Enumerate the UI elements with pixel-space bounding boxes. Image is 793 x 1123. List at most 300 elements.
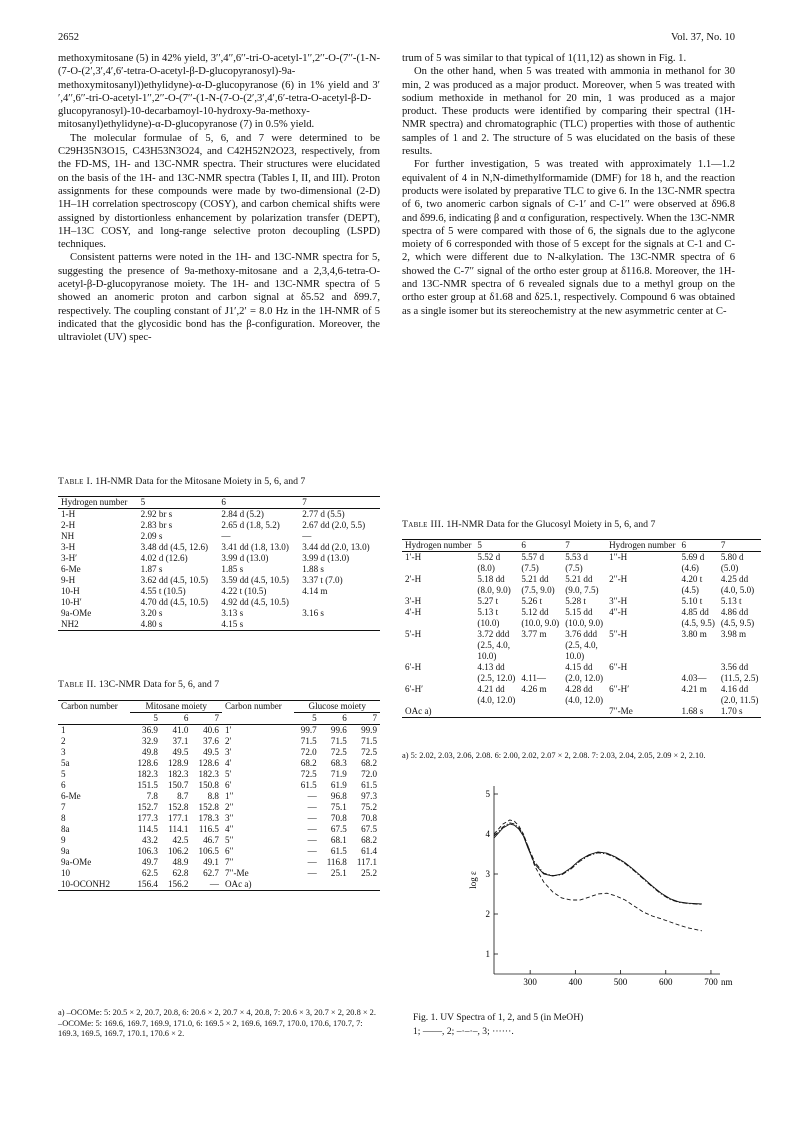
table-row	[58, 531, 380, 542]
table-cell: 7′′-Me	[606, 706, 678, 718]
table-cell: 99.6	[330, 725, 347, 735]
table-cell: 49.5	[203, 747, 219, 757]
table-cell: 67.5	[361, 824, 377, 834]
table-cell: 4.11—	[521, 673, 546, 683]
table-cell: 4′	[224, 758, 232, 768]
table-row	[58, 758, 380, 769]
table-cell: 9-H	[61, 575, 76, 585]
table-row	[402, 684, 761, 695]
table-cell	[350, 879, 380, 891]
table-cell: 62.7	[203, 868, 219, 878]
table-cell: (4.0, 12.0)	[477, 695, 516, 705]
table-cell	[402, 640, 474, 651]
column-header: 7	[350, 713, 380, 725]
table-row	[58, 619, 380, 631]
table3-caption: Table III. 1H-NMR Data for the Glucosyl Moiety in 5, 6, and 7	[402, 519, 656, 530]
table-cell: 49.1	[203, 857, 219, 867]
table-cell: 68.3	[330, 758, 347, 768]
table-cell: 5.53 d	[565, 552, 588, 562]
table2-caption: Table II. 13C-NMR Data for 5, 6, and 7	[58, 679, 220, 690]
table-cell: 10-OCONH2	[58, 879, 130, 891]
table-cell: 3′′	[224, 813, 234, 823]
table-cell: —	[221, 531, 231, 541]
table-cell: 182.3	[198, 769, 219, 779]
table-cell	[679, 695, 718, 706]
table-cell: 99.9	[361, 725, 377, 735]
table-cell	[402, 673, 474, 684]
table-cell: (10.0, 9.0)	[565, 618, 604, 628]
table-cell: 97.3	[361, 791, 377, 801]
table-cell: 4.86 dd	[720, 607, 749, 617]
table-cell: —	[191, 879, 222, 891]
table-row	[58, 725, 380, 737]
table-cell: 1.88 s	[302, 564, 324, 574]
table-cell: (2.5, 4.0,	[477, 640, 511, 650]
table-cell: 6′-H′	[405, 684, 424, 694]
column-header: 7	[718, 540, 762, 552]
table-cell: (9.0, 7.5)	[565, 585, 599, 595]
table-cell: 5′′	[224, 835, 234, 845]
table-cell: 75.2	[361, 802, 377, 812]
table-cell: 42.5	[172, 835, 189, 845]
table-cell: 4.92 dd (4.5, 10.5)	[221, 597, 289, 607]
x-tick-label: 600	[659, 977, 673, 987]
y-tick-label: 2	[485, 909, 490, 919]
table2	[58, 700, 380, 891]
table-cell: 5.13 t	[477, 607, 499, 617]
column-header: 6	[320, 713, 350, 725]
column-header: Hydrogen number	[606, 540, 678, 552]
table-cell: 182.3	[137, 769, 158, 779]
table-cell: 114.5	[137, 824, 158, 834]
table-cell: 1	[61, 725, 66, 735]
table-cell: (8.0, 9.0)	[477, 585, 511, 595]
y-tick-label: 4	[485, 829, 490, 839]
table-cell: 1′-H	[405, 552, 422, 562]
table-row	[402, 574, 761, 585]
table-cell: 4.22 t (10.5)	[221, 586, 267, 596]
table-cell: 72.0	[300, 747, 317, 757]
table-cell: 1-H	[61, 509, 76, 519]
table-row	[58, 509, 380, 521]
table-cell: 116.8	[326, 857, 347, 867]
table-cell: —	[307, 791, 317, 801]
table-cell: 49.8	[142, 747, 158, 757]
table-cell: 5.13 t	[720, 596, 742, 606]
table-cell: 1.70 s	[718, 706, 762, 718]
column-header: 7	[562, 540, 606, 552]
table-row	[58, 747, 380, 758]
table-cell: (2.5, 4.0,	[565, 640, 598, 650]
table-cell: 3.13 s	[221, 608, 244, 618]
table-cell: 72.5	[361, 747, 377, 757]
table-row	[402, 629, 761, 640]
table-cell: (7.5)	[565, 563, 583, 573]
series-line-5	[494, 820, 702, 931]
table-cell: 3′′-H	[609, 596, 628, 606]
column-header: 5	[138, 497, 219, 509]
table-cell: 43.2	[142, 835, 158, 845]
table-cell: 3.98 m	[720, 629, 747, 639]
table-cell: 3.62 dd (4.5, 10.5)	[140, 575, 209, 585]
table-cell: 71.5	[300, 736, 317, 746]
table-cell	[562, 706, 606, 718]
paragraph: trum of 5 was similar to that typical of 1(11,12) as shown in Fig. 1.	[402, 53, 687, 64]
table-cell: 62.8	[172, 868, 189, 878]
table-cell: (2.0, 11.5)	[720, 695, 759, 705]
table-cell: 61.4	[361, 846, 377, 856]
table-cell: 3′-H	[405, 596, 422, 606]
table-cell: 6	[61, 780, 66, 790]
table-cell: 32.9	[142, 736, 158, 746]
table-cell: 4.80 s	[138, 619, 219, 631]
table-cell: 3.76 ddd	[565, 629, 598, 639]
table-cell: 7.8	[146, 791, 158, 801]
table-cell: 1.85 s	[221, 564, 244, 574]
table-row	[58, 769, 380, 780]
table-row	[58, 879, 380, 891]
table-cell: 156.4	[130, 879, 161, 891]
table-cell	[518, 706, 562, 718]
table-cell: 1′′	[224, 791, 234, 801]
table-cell: 40.6	[203, 725, 219, 735]
table-cell: 5′	[224, 769, 232, 779]
table-cell: 9a-OMe	[61, 608, 92, 618]
table-cell: 10.0)	[477, 651, 497, 661]
table-row	[58, 857, 380, 868]
table-cell	[402, 695, 474, 706]
table-cell: 5.10 t	[681, 596, 703, 606]
table-cell: 41.0	[172, 725, 189, 735]
table-cell: 5.15 dd	[565, 607, 593, 617]
table-cell: 37.6	[203, 736, 219, 746]
table-cell: (4.0, 12.0)	[565, 695, 604, 705]
table-cell	[606, 618, 678, 629]
table-cell	[718, 651, 762, 662]
table-cell: 177.1	[168, 813, 189, 823]
table-row	[402, 706, 761, 718]
left-column-text	[58, 52, 380, 345]
table-cell: 8a	[61, 824, 70, 834]
table-cell: 5.57 d	[521, 552, 545, 562]
table-cell: 2.65 d (1.8, 5.2)	[221, 520, 280, 530]
table-row	[402, 651, 761, 662]
table-row	[58, 542, 380, 553]
table2-footnote: a) –OCOMe: 5: 20.5 × 2, 20.7, 20.8, 6: 20.6 × 2, 20.7 × 4, 20.8, 7: 20.6 × 3, 20.7 × 2, 20.8 × 2. –OCOMe: 5: 169.6, 169.7, 169.9, 171.0, 6: 169.5 × 2, 169.6, 169.7, 170.0, 170.6, 170.7, 7: 169.3, 169.5, 169.7, 170.1, 170.6 × 2.	[58, 1008, 376, 1038]
table-cell: (11.5, 2.5)	[720, 673, 759, 683]
table-cell: 70.8	[330, 813, 347, 823]
table-cell: 178.3	[198, 813, 219, 823]
table-cell: 5	[61, 769, 66, 779]
table-cell: 1′	[224, 725, 232, 735]
table-cell	[718, 640, 762, 651]
table-cell: 48.9	[172, 857, 189, 867]
table-cell: 7′′-Me	[224, 868, 249, 878]
table-cell: 150.8	[198, 780, 219, 790]
table-cell: 4.16 dd	[720, 684, 749, 694]
right-column-text	[402, 52, 735, 318]
table-cell: (7.5, 9.0)	[521, 585, 555, 595]
table-cell: 99.7	[300, 725, 317, 735]
paragraph: methoxymitosane (5) in 42% yield, 3′′,4′′,6′′-tri-O-acetyl-1′′,2′′-O-(7′′-(1-N-(7-O-(2′,3′,4′,6′-tetra-O-acetyl-β-D-glucopyranosyl)-9a-methoxymitosanyl))ethylidyne)-α-D-glucopyranose (6) in 1% yield and 3′′,4′′,6′′-tri-O-acetyl-1′′,2′′-O-(7′′-(1-N-(7-O-(2′,3′,4′,6′-tetra-O-acetyl-β-D-glucopyranosyl)-10-decarbamoyl-10-hydroxy-9a-methoxy-mitosanyl)ethylidyne)-α-D-glucopyranose (7) in 0.5% yield.	[58, 53, 380, 131]
table-cell	[606, 563, 678, 574]
table-cell	[679, 651, 718, 662]
table-row	[58, 813, 380, 824]
table-row	[402, 563, 761, 574]
table-cell: 6′′-H′	[609, 684, 630, 694]
table-cell: 4.03—	[681, 673, 707, 683]
column-header: 6	[218, 497, 299, 509]
series-line-1	[494, 824, 702, 904]
column-header: 5	[474, 540, 518, 552]
table-cell: (7.5)	[521, 563, 539, 573]
table-cell: 3.20 s	[140, 608, 163, 618]
table-cell	[606, 695, 678, 706]
running-header	[58, 32, 735, 46]
table-cell: 6′′	[224, 846, 234, 856]
table-cell: 5′′-H	[609, 629, 628, 639]
table-row	[58, 868, 380, 879]
column-header: 6	[161, 713, 192, 725]
column-header: Mitosane moiety	[130, 701, 222, 713]
table-cell: 2′	[224, 736, 232, 746]
table-cell: 152.8	[198, 802, 219, 812]
table-cell: 2.84 d (5.2)	[221, 509, 264, 519]
table-cell: 5.27 t	[477, 596, 499, 606]
table-cell: 6-Me	[61, 564, 81, 574]
table-row	[402, 607, 761, 618]
column-header: Hydrogen number	[58, 497, 138, 509]
table-cell: 68.1	[330, 835, 347, 845]
column-header: 7	[191, 713, 222, 725]
table-cell: 2′′-H	[609, 574, 628, 584]
x-tick-label: 500	[613, 977, 628, 987]
table-cell: 3-H	[61, 542, 76, 552]
table-cell: 71.5	[361, 736, 377, 746]
x-tick-label: 400	[568, 977, 583, 987]
table-cell: 70.8	[361, 813, 377, 823]
table-row	[58, 846, 380, 857]
table-cell	[299, 597, 380, 608]
table-cell: 3′	[224, 747, 232, 757]
table-cell	[518, 640, 562, 651]
table-row	[58, 564, 380, 575]
table-row	[58, 736, 380, 747]
table-cell: 3-H′	[61, 553, 78, 563]
table-cell: (4.6)	[681, 563, 699, 573]
table-cell	[402, 585, 474, 596]
table-cell: 10-H	[61, 586, 80, 596]
table-cell: 5′-H	[405, 629, 422, 639]
table-cell: (4.5)	[681, 585, 699, 595]
column-header: Carbon number	[222, 701, 294, 725]
table-cell: 3.72 ddd	[477, 629, 510, 639]
table-cell	[402, 563, 474, 574]
table-cell: 5.18 dd	[477, 574, 505, 584]
table-cell	[518, 695, 562, 706]
table-cell: 5.52 d	[477, 552, 501, 562]
table-cell: 4.15 dd	[565, 662, 593, 672]
table-cell	[299, 619, 380, 631]
table-cell: 5a	[61, 758, 70, 768]
table-cell: 67.5	[330, 824, 347, 834]
table-cell	[679, 662, 718, 673]
table-cell: 9a-OMe	[61, 857, 92, 867]
table-cell: 5.80 d	[720, 552, 744, 562]
table-cell: 4.13 dd	[477, 662, 505, 672]
column-header: 7	[299, 497, 380, 509]
table-cell: —	[307, 857, 317, 867]
table-cell: 152.7	[137, 802, 158, 812]
table-cell: 152.8	[168, 802, 189, 812]
table-cell: —	[307, 835, 317, 845]
table-row	[402, 596, 761, 607]
table-cell	[294, 879, 319, 891]
table-cell: 61.5	[361, 780, 377, 790]
table-cell: 8.8	[207, 791, 219, 801]
table-cell: 72.5	[300, 769, 317, 779]
column-header: 5	[294, 713, 319, 725]
table-cell: 72.0	[361, 769, 377, 779]
table-cell: 114.1	[168, 824, 189, 834]
x-tick-label: 700	[704, 977, 718, 987]
table-row	[402, 640, 761, 651]
table-cell: 3.16 s	[302, 608, 324, 618]
table-row	[58, 791, 380, 802]
table-cell	[518, 662, 562, 673]
table-cell: 25.1	[330, 868, 347, 878]
table-cell: 128.6	[137, 758, 158, 768]
table-cell: 2.09 s	[140, 531, 163, 541]
table-cell: 4.21 dd	[477, 684, 505, 694]
table-row	[58, 780, 380, 791]
table-cell: 7	[61, 802, 66, 812]
table-cell	[518, 651, 562, 662]
table-cell: (4.5, 9.5)	[681, 618, 715, 628]
table-row	[58, 597, 380, 608]
table-cell: 62.5	[142, 868, 158, 878]
table-cell: 4.20 t	[681, 574, 703, 584]
table-cell: 4′-H	[405, 607, 422, 617]
table-cell: 3.37 t (7.0)	[302, 575, 343, 585]
paragraph: On the other hand, when 5 was treated with ammonia in methanol for 30 min, 2 was produced as a major product. Moreover, when 5 was treated with sodium methoxide in methanol for 20 min, 1 was produced as a major product. These products were identified by comparing their spectral (1H-NMR spectra) and chromatographic (TLC) properties with those of authentic samples of 1 and 2. The structure of 5 was elucidated on the basis of these results.	[402, 66, 735, 158]
table-cell: (2.5, 12.0)	[477, 673, 516, 683]
table-cell: 1′′-H	[609, 552, 628, 562]
table-cell: (4.5, 9.5)	[720, 618, 755, 628]
column-header: 6	[679, 540, 718, 552]
table-cell: 4.15 s	[218, 619, 299, 631]
table-cell: 9a	[61, 846, 70, 856]
table-cell: 150.7	[168, 780, 189, 790]
table-cell: 4.25 dd	[720, 574, 749, 584]
table-cell: 6-Me	[61, 791, 81, 801]
table-cell: 49.7	[142, 857, 158, 867]
table-cell: 5.28 t	[565, 596, 586, 606]
table-row	[402, 618, 761, 629]
table-cell: (2.0, 12.0)	[565, 673, 604, 683]
table-cell: 10	[61, 868, 71, 878]
table-cell: (10.0, 9.0)	[521, 618, 560, 628]
table-cell: 9	[61, 835, 66, 845]
table-cell: —	[307, 802, 317, 812]
table-row	[402, 695, 761, 706]
table-cell	[402, 618, 474, 629]
table-cell: 37.1	[172, 736, 189, 746]
figure-legend: 1; ——, 2; –·–·–, 3; ······.	[413, 1026, 514, 1037]
paragraph: The molecular formulae of 5, 6, and 7 were determined to be C29H35N3O15, C43H53N3O24, and C42H52N2O23, respectively, from the FD-MS, 1H- and 13C-NMR spectra. Their structures were elucidated on the basis of the 1H- and 13C-NMR spectra (Tables I, II, and III). Proton assignments for these compounds were made by two-dimensional (2-D) 1H–1H correlation spectroscopy (COSY), and carbon chemical shifts were assigned by distortionless enhancement by polarization transfer (DEPT), 1H–13C COSY, and long-range selective proton decoupling (LSPD) techniques.	[58, 132, 380, 251]
table-cell: 4.55 t (10.5)	[140, 586, 186, 596]
table-cell: 5.26 t	[521, 596, 543, 606]
table-cell	[402, 651, 474, 662]
table-cell: 4.28 dd	[565, 684, 593, 694]
volume-label: Vol. 37, No. 10	[671, 32, 735, 43]
table-cell: 4.02 d (12.6)	[140, 553, 188, 563]
table-cell: 106.5	[198, 846, 219, 856]
table-cell: 10.0)	[565, 651, 585, 661]
table-cell: 1.68 s	[679, 706, 718, 718]
table-cell: 5.21 dd	[521, 574, 549, 584]
table-row	[58, 575, 380, 586]
table-cell: NH	[61, 531, 75, 541]
table-cell: 4.85 dd	[681, 607, 709, 617]
table-cell: 10-H′	[61, 597, 82, 607]
table-cell: 4.14 m	[302, 586, 328, 596]
table-cell: 61.5	[300, 780, 317, 790]
table-cell	[606, 651, 678, 662]
table-row	[58, 608, 380, 619]
table-row	[58, 824, 380, 835]
table-cell: 8.7	[177, 791, 189, 801]
table-cell: OAc a)	[222, 879, 294, 891]
y-tick-label: 5	[485, 789, 490, 799]
table-row	[58, 520, 380, 531]
table-cell: 68.2	[361, 758, 377, 768]
table-cell: 71.9	[330, 769, 347, 779]
table-cell: 25.2	[361, 868, 377, 878]
table-cell	[606, 585, 678, 596]
paragraph: Consistent patterns were noted in the 1H- and 13C-NMR spectra for 5, suggesting the presence of 9a-methoxy-mitosane and a 2,3,4,6-tetra-O-acetyl-β-D-glucopyranose moiety. The 1H- and 13C-NMR spectra of 5 showed an anomeric proton and carbon signal at δ5.52 and δ99.7, respectively. The coupling constant of J1′,2′ = 8.0 Hz in the 1H-NMR of 5 indicated that the glycosidic bond has the β-configuration. Moreover, the ultraviolet (UV) spec-	[58, 252, 380, 344]
table-cell: 2	[61, 736, 66, 746]
table-cell: 4′′-H	[609, 607, 628, 617]
table-cell: (10.0)	[477, 618, 500, 628]
table-cell: 2′-H	[405, 574, 422, 584]
table-cell: 61.9	[330, 780, 347, 790]
table-cell: —	[307, 813, 317, 823]
table-cell: 7′′	[224, 857, 234, 867]
table-row	[58, 586, 380, 597]
table-cell: 3.99 d (13.0)	[221, 553, 269, 563]
page-number: 2652	[58, 32, 79, 43]
table-cell: 4.26 m	[521, 684, 547, 694]
table-row	[58, 835, 380, 846]
table-cell: 36.9	[142, 725, 158, 735]
x-tick-label: 300	[523, 977, 537, 987]
table-cell: 3.77 m	[521, 629, 547, 639]
table-row	[402, 673, 761, 684]
table-cell: —	[307, 846, 317, 856]
table-cell: 71.5	[330, 736, 347, 746]
y-axis-label: log ε	[468, 871, 478, 889]
table-row	[402, 662, 761, 673]
table-cell: 182.3	[168, 769, 189, 779]
table-cell: 96.8	[330, 791, 347, 801]
table-cell: —	[302, 531, 312, 541]
y-tick-label: 1	[485, 949, 490, 959]
table-cell: 116.5	[198, 824, 219, 834]
table-cell: (8.0)	[477, 563, 495, 573]
table3	[402, 539, 761, 718]
table-cell: 6′	[224, 780, 232, 790]
